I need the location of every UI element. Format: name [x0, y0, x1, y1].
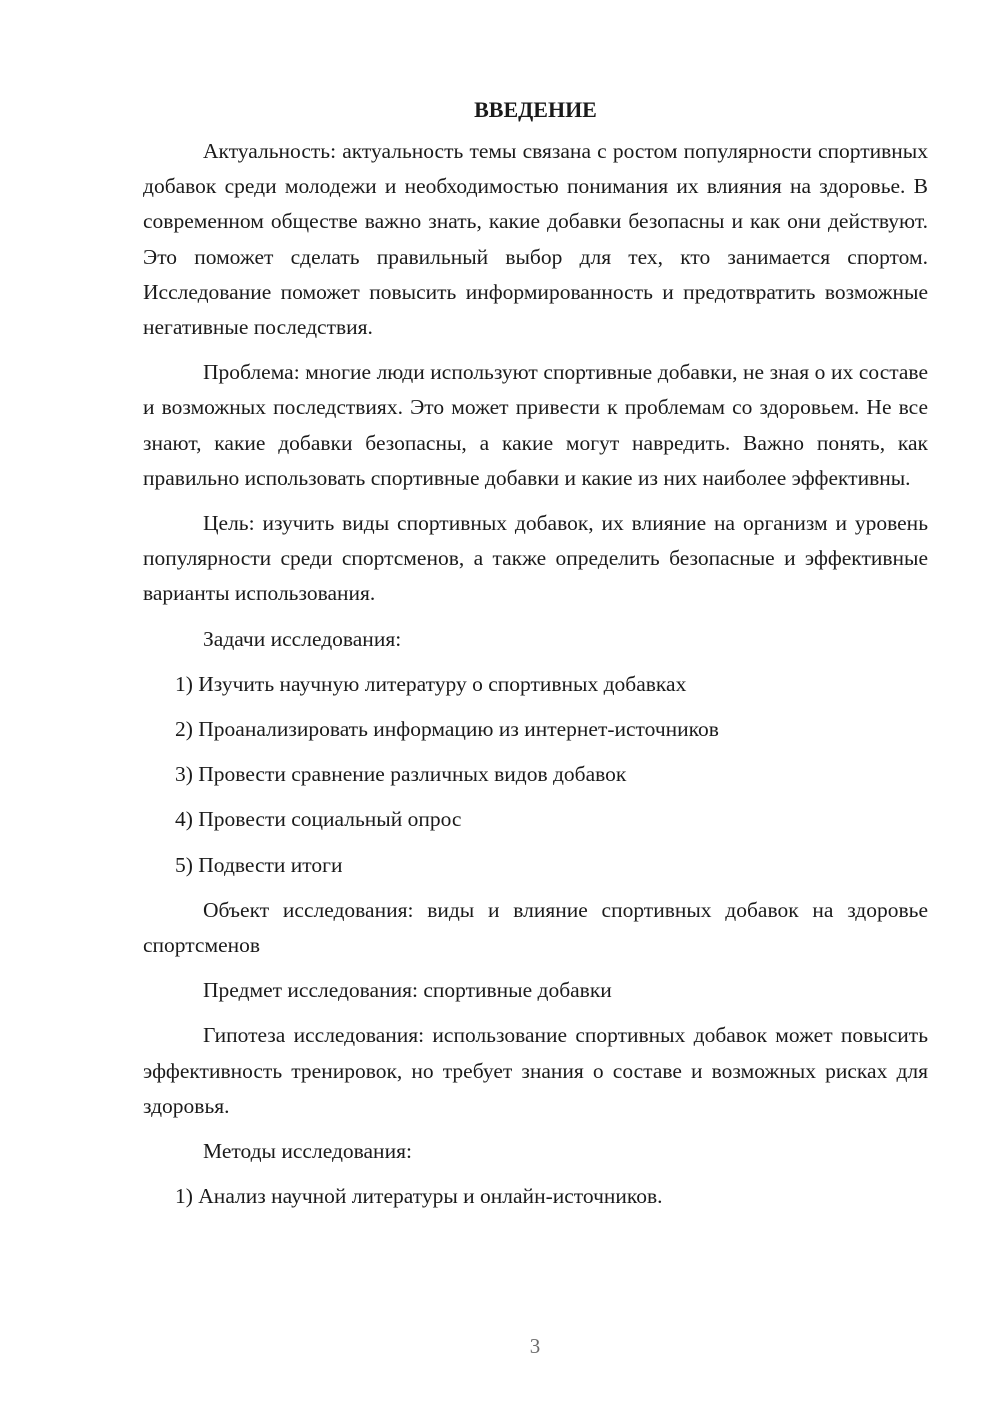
methods-heading: Методы исследования: [203, 1139, 412, 1164]
goal-paragraph: Цель: изучить виды спортивных добавок, их влияние на организм и уровень популярности среди спортсменов, а также определить безопасные и эффективные варианты использования. [143, 511, 928, 606]
problem-paragraph: Проблема: многие люди используют спортивные добавки, не зная о их составе и возможных последствиях. Это может привести к проблемам со здоровьем. Не все знают, какие добавки безопасны, а какие могут навредить. Важно понять, как правильно использовать спортивные добавки и какие из них наиболее эффективны. [143, 360, 928, 490]
page-number: 3 [529, 1334, 541, 1358]
relevance-paragraph: Актуальность: актуальность темы связана с ростом популярности спортивных добавок среди молодежи и необходимостью понимания их влияния на здоровье. В современном обществе важно знать, какие добавки безопасны и как они действуют. Это поможет сделать правильный выбор для тех, кто занимается спортом. Исследование поможет повысить информированность и предотвратить возможные негативные последствия. [143, 139, 928, 340]
object-paragraph: Объект исследования: виды и влияние спортивных добавок на здоровье спортсменов [143, 897, 928, 958]
task-item: 3) Провести сравнение различных видов добавок [175, 762, 627, 787]
subject-paragraph: Предмет исследования: спортивные добавки [203, 978, 612, 1003]
method-item: 1) Анализ научной литературы и онлайн-источников. [175, 1184, 663, 1209]
task-item: 4) Провести социальный опрос [175, 807, 462, 832]
hypothesis-paragraph: Гипотеза исследования: использование спортивных добавок может повысить эффективность тренировок, но требует знания о составе и возможных рисках для здоровья. [143, 1023, 928, 1118]
document-page [143, 92, 928, 1224]
task-item: 2) Проанализировать информацию из интернет-источников [175, 717, 719, 742]
tasks-heading: Задачи исследования: [203, 626, 402, 651]
task-item: 1) Изучить научную литературу о спортивных добавках [175, 671, 687, 696]
task-item: 5) Подвести итоги [175, 852, 343, 877]
section-title: ВВЕДЕНИЕ [474, 97, 597, 122]
